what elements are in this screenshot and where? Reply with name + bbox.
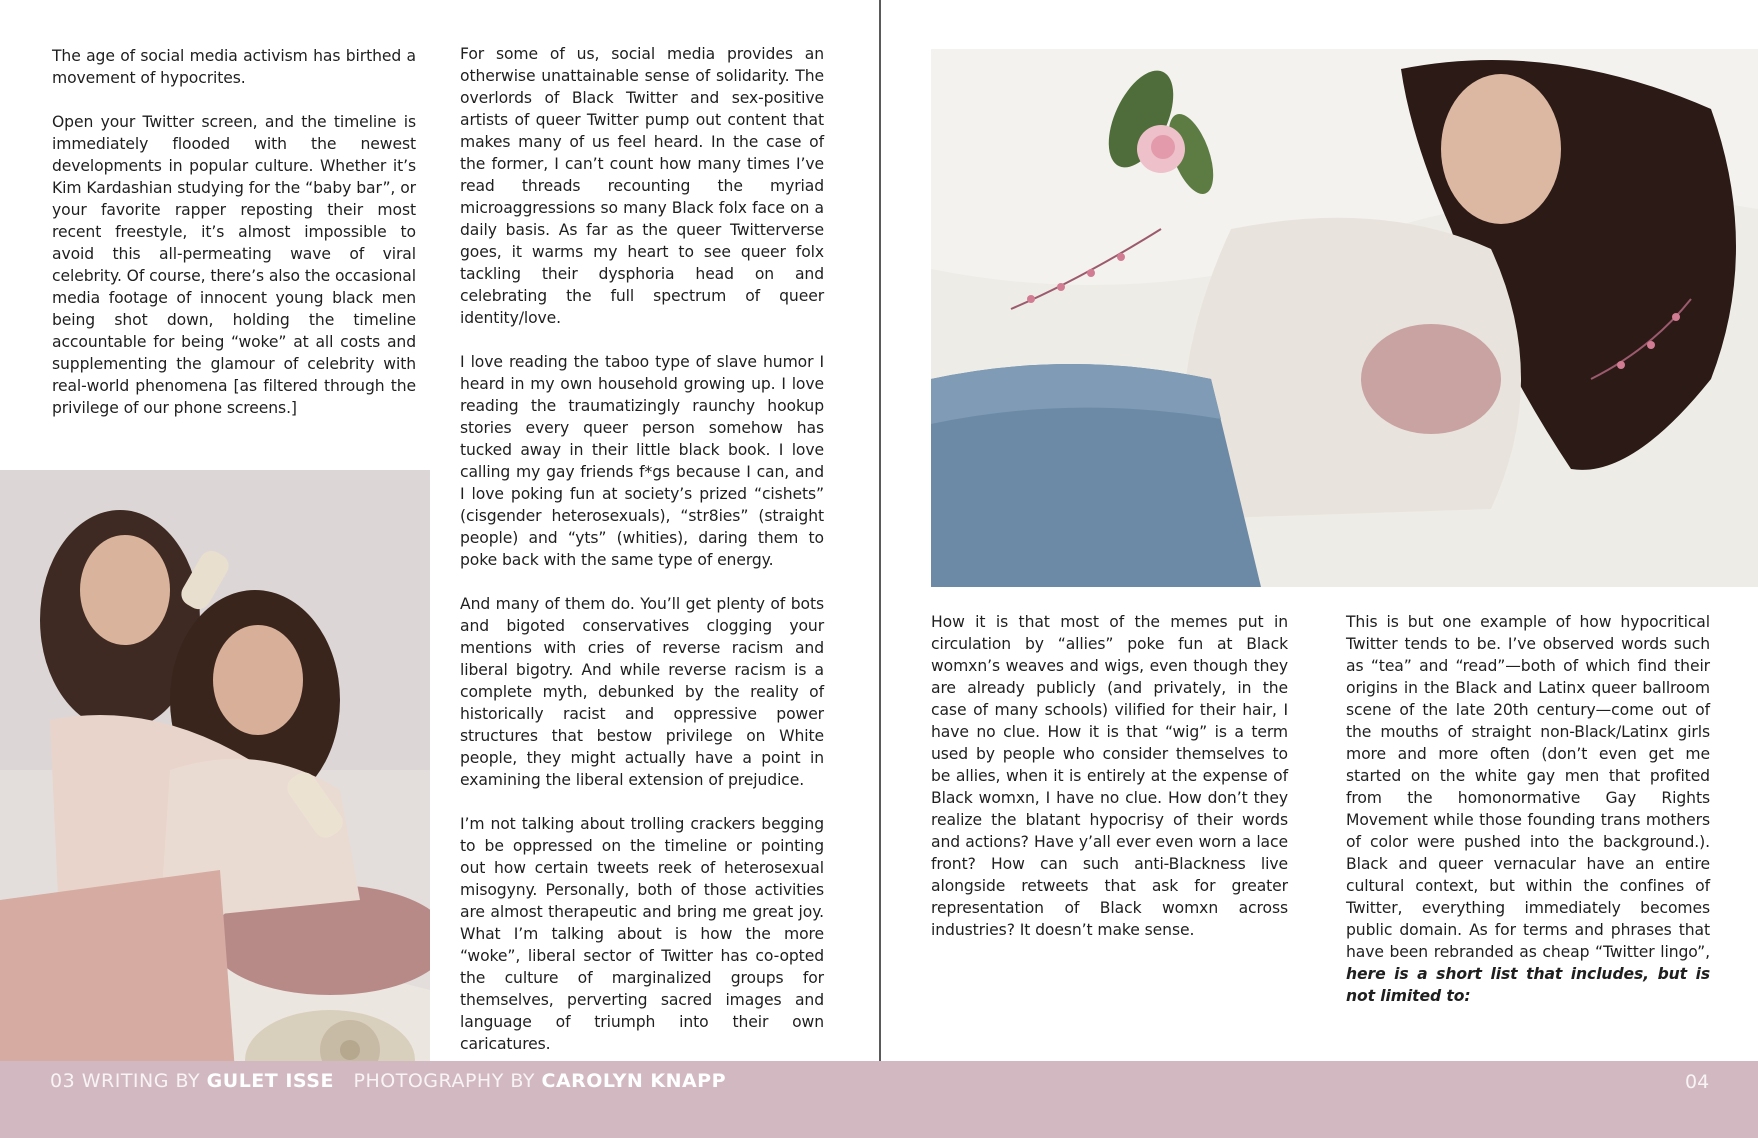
paragraph: And many of them do. You’ll get plenty of bots and bigoted conservatives clogging your mentions with cries of reverse racism and liberal bigotry. And while reverse racism is a complete myth, debunked by the reality of historically racist and oppressive power structures that bestow privilege on White people, they might actually have a point in examining the liberal extension of prejudice. xyxy=(460,595,824,789)
right-column-1 xyxy=(931,611,1288,941)
paragraph: I’m not talking about trolling crackers begging to be oppressed on the timeline or pointing out how certain tweets reek of heterosexual misogyny. Personally, both of those activities are almost therapeutic and bring me great joy. What I’m talking about is how the more “woke”, liberal sector of Twitter has co-opted the culture of marginalized groups for themselves, perverting sacred images and language of triumph into their own caricatures. xyxy=(460,815,824,1053)
emphasized-lead-in: here is a short list that includes, but is not limited to: xyxy=(1346,965,1710,1005)
right-column-2 xyxy=(1346,611,1710,1007)
left-column-1 xyxy=(52,45,416,419)
page-number-left: 03 xyxy=(50,1070,76,1092)
photography-label: PHOTOGRAPHY BY xyxy=(353,1070,535,1092)
paragraph: Open your Twitter screen, and the timeline is immediately flooded with the newest developments in popular culture. Whether it’s Kim Kardashian studying for the “baby bar”, or your favorite rapper reposting their most recent freestyle, it’s almost impossible to avoid this all-permeating wave of viral celebrity. Of course, there’s also the occasional media footage of innocent young black men being shot down, holding the timeline accountable for being “woke” at all costs and supplementing the glamour of celebrity with real-world phenomena [as filtered through the privilege of our phone screens.] xyxy=(52,113,416,417)
paragraph xyxy=(1346,611,1710,1007)
photo-two-women-telephones xyxy=(0,470,430,1138)
paragraph-text: This is but one example of how hypocritical Twitter tends to be. I’ve observed words such as “tea” and “read”—both of which find their origins in the Black and Latinx queer ballroom scene of the late 20th century—come out of the mouths of straight non-Black/Latinx girls more and more often (don’t even get me started on the white gay men that profited from the homonormative Gay Rights Movement while those founding trans mothers of color were pushed into the background.). Black and queer vernacular have an entire cultural context, but within the confines of Twitter, everything immediately becomes public domain. As for terms and phrases that have been rebranded as cheap “Twitter lingo”, xyxy=(1346,613,1710,961)
paragraph: The age of social media activism has birthed a movement of hypocrites. xyxy=(52,47,416,87)
page-gutter xyxy=(879,0,881,1138)
photographer-name: CAROLYN KNAPP xyxy=(541,1070,727,1092)
paragraph: How it is that most of the memes put in circulation by “allies” poke fun at Black womxn’s weaves and wigs, even though they are already publicly (and privately, in the case of many schools) vilified for their hair, I have no clue. How it is that “wig” is a term used by people who consider themselves to be allies, when it is entirely at the expense of Black womxn, I have no clue. How don’t they realize the blatant hypocrisy of their words and actions? Have y’all ever even worn a lace front? How can such anti-Blackness live alongside retweets that ask for greater representation of Black womxn across industries? It doesn’t make sense. xyxy=(931,613,1288,939)
paragraph: I love reading the taboo type of slave humor I heard in my own household growing up. I love reading the traumatizingly raunchy hookup stories every queer person somehow has tucked away in their little black book. I love calling my gay friends f*gs because I can, and I love poking fun at society’s prized “cishets” (cisgender heterosexuals), “str8ies” (straight people) and “yts” (whities), daring them to poke back with the same type of energy. xyxy=(460,353,824,569)
page-number-right: 04 xyxy=(1685,1071,1710,1093)
left-column-2 xyxy=(460,43,824,1055)
footer-credits xyxy=(50,1070,726,1098)
paragraph: For some of us, social media provides an otherwise unattainable sense of solidarity. The overlords of Black Twitter and sex-positive artists of queer Twitter pump out content that makes many of us feel heard. In the case of the former, I can’t count how many times I’ve read threads recounting the myriad microaggressions so many Black folx face on a daily basis. As far as the queer Twitterverse goes, it warms my heart to see queer folx tackling their dysphoria head on and celebrating the full spectrum of queer identity/love. xyxy=(460,45,824,327)
photo-woman-with-flower xyxy=(931,49,1758,587)
writer-name: GULET ISSE xyxy=(206,1070,334,1092)
writing-label: WRITING BY xyxy=(81,1070,201,1092)
